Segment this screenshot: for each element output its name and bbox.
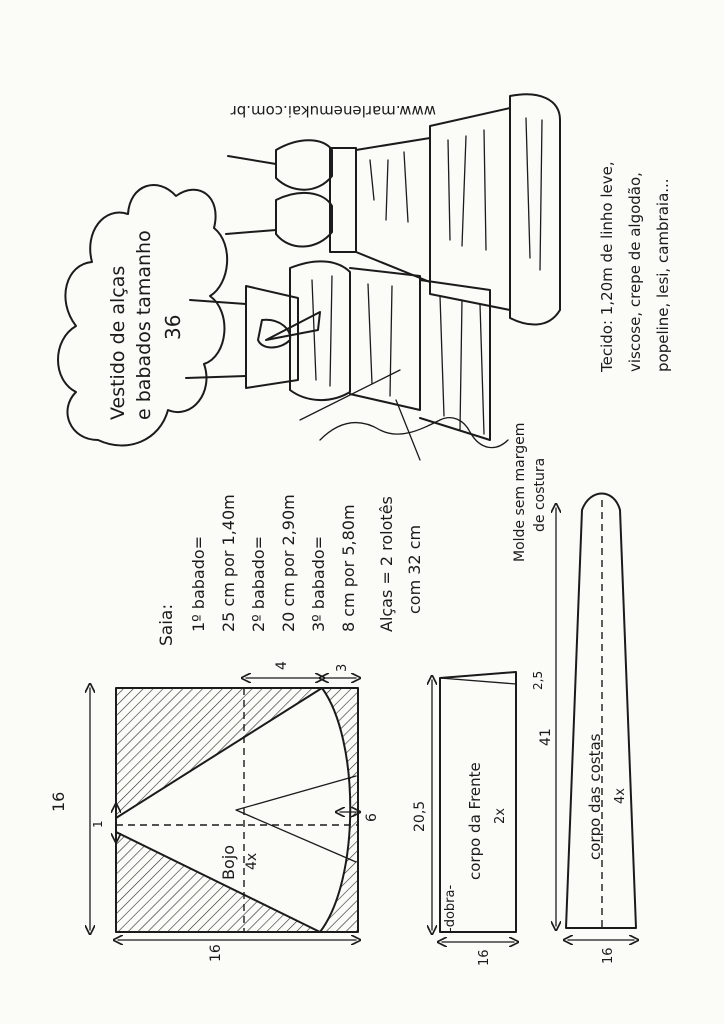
back-name: corpo das costas	[586, 733, 604, 860]
ruffle3-title: 3º babado=	[309, 535, 328, 632]
back-body-piece	[538, 494, 636, 965]
fabric-line3: popeline, lesi, cambraia...	[654, 178, 672, 372]
title-cloud	[58, 185, 227, 445]
bust-dim-3: 3	[335, 663, 350, 672]
signature	[300, 370, 508, 460]
straps-line1: Alças = 2 rolotês	[377, 496, 396, 632]
ruffle2-title: 2º babado=	[249, 535, 268, 632]
title-line1: Vestido de alças	[107, 265, 129, 420]
skirt-label: Saia:	[157, 603, 177, 646]
dress-illustration-front	[186, 261, 490, 440]
bust-dim-4: 4	[274, 661, 290, 670]
title-line2: e babados tamanho	[133, 230, 155, 420]
note-line1: Molde sem margem	[512, 422, 528, 562]
ruffle3-value: 8 cm por 5,80m	[339, 504, 358, 632]
bust-dim-6: 6	[364, 813, 380, 822]
fabric-line2: viscose, crepe de algodão,	[626, 172, 644, 372]
bust-qty: 4x	[244, 852, 260, 870]
bust-name: Bojo	[219, 845, 238, 880]
website-text: www.marlenemukai.com.br	[230, 102, 436, 120]
bust-dim-top: 1	[91, 820, 105, 828]
title-size: 36	[161, 314, 185, 340]
ruffle2-value: 20 cm por 2,90m	[279, 494, 298, 632]
ruffle1-value: 25 cm por 1,40m	[219, 494, 238, 632]
skirt-description	[157, 494, 358, 646]
front-name: corpo da Frente	[466, 762, 484, 880]
back-dim-length: 41	[538, 728, 554, 746]
back-qty: 4x	[613, 788, 628, 804]
front-body-piece	[412, 671, 545, 966]
front-dim-width: 16	[477, 949, 492, 966]
front-qty: 2x	[493, 808, 508, 824]
front-dim-end: 2,5	[531, 670, 545, 690]
bust-dim-width: 16	[208, 944, 224, 962]
ruffle1-title: 1º babado=	[189, 535, 208, 632]
back-dim-width: 16	[601, 947, 616, 964]
front-fold: -dobra-	[443, 884, 458, 932]
straps-line2: com 32 cm	[405, 524, 424, 614]
note-line2: de costura	[532, 457, 548, 532]
front-dim-length: 20,5	[412, 800, 428, 832]
dress-illustration-back	[226, 94, 560, 324]
bust-dim-height: 16	[49, 791, 68, 812]
bust-piece	[49, 661, 380, 962]
fabric-line1: Tecido: 1,20m de linho leve,	[598, 161, 616, 372]
